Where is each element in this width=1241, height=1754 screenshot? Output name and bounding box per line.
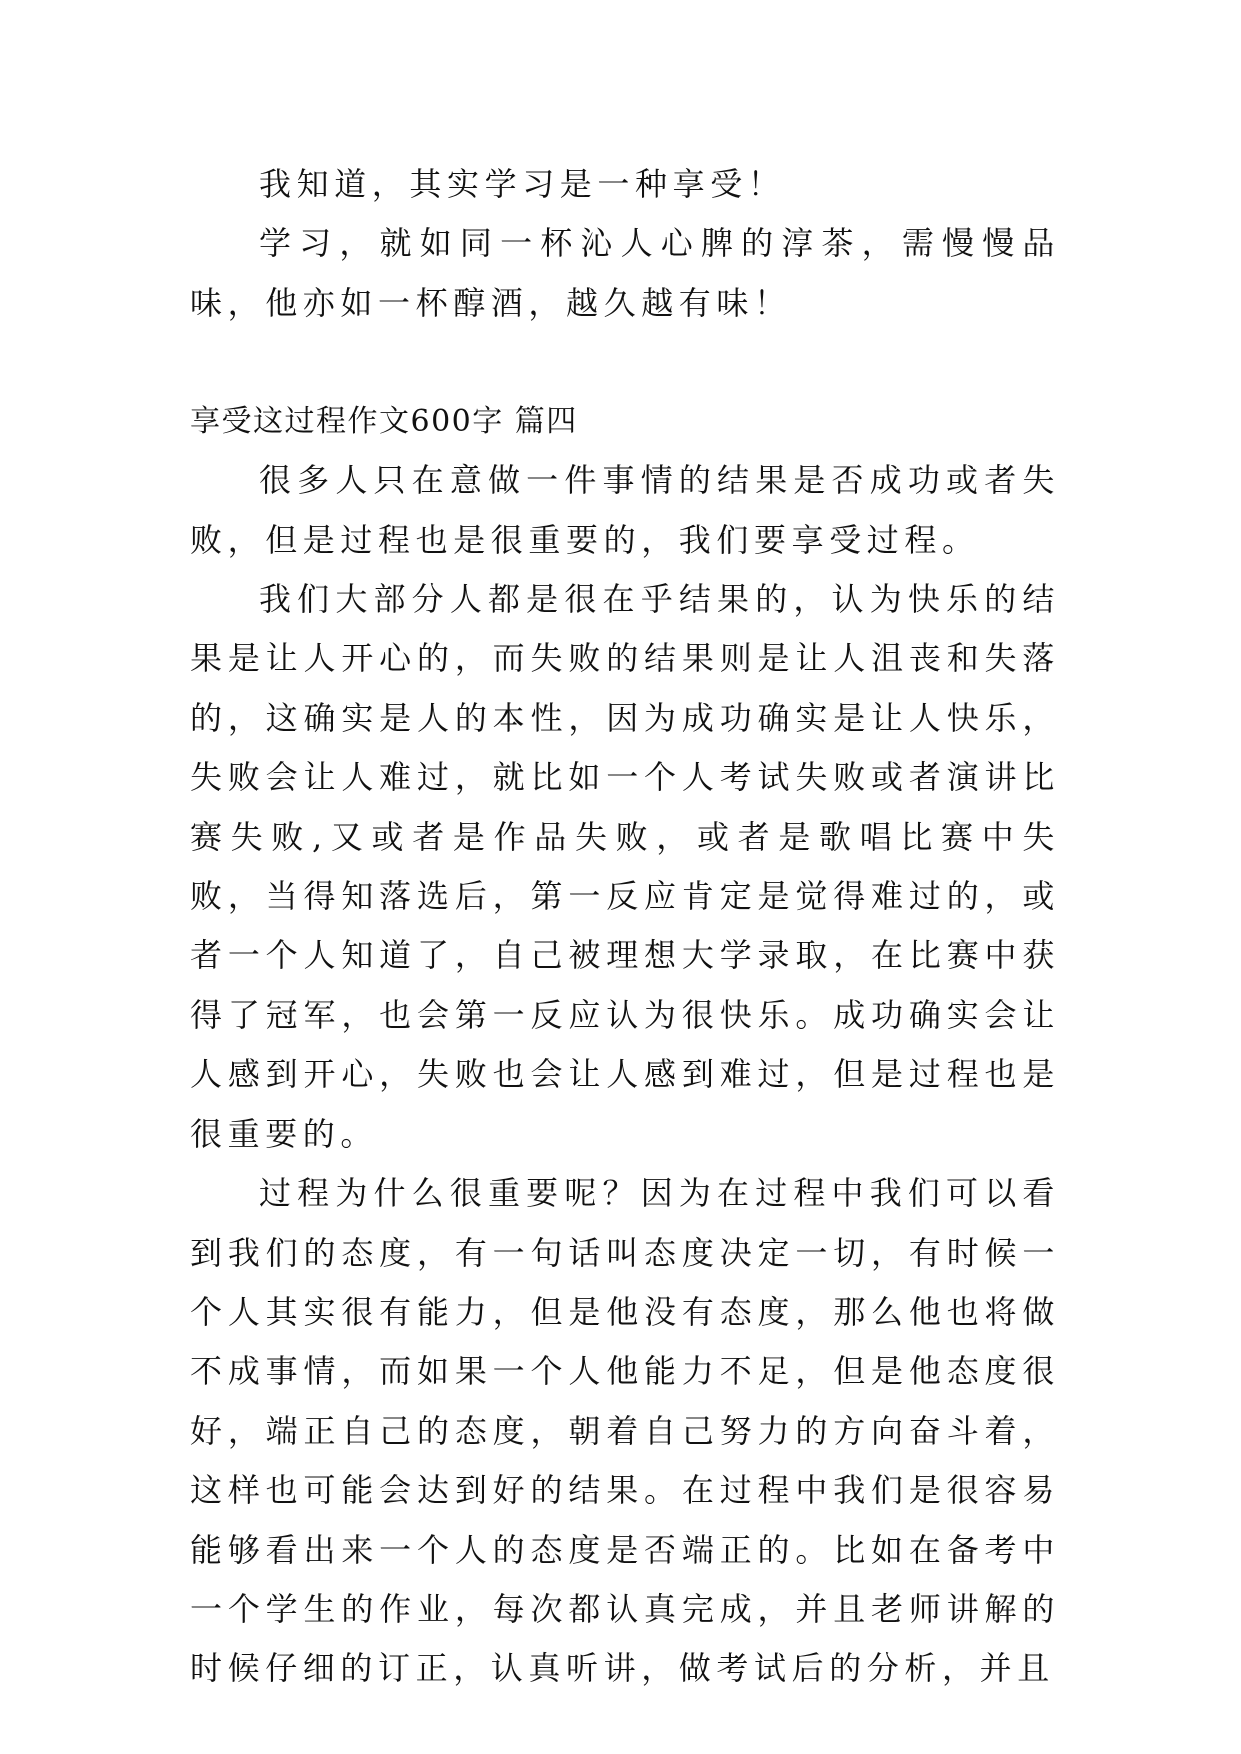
body-paragraph-3: 过程为什么很重要呢？因为在过程中我们可以看到我们的态度，有一句话叫态度决定一切，有时候一个人其实很有能力，但是他没有态度，那么他也将做不成事情，而如果一个人他能力不足，但是他态度很好，端正自己的态度，朝着自己努力的方向奋斗着，这样也可能会达到好的结果。在过程中我们是很容易能够看出来一个人的态度是否端正的。比如在备考中一个学生的作业，每次都认真完成，并且老师讲解的时候仔细的订正，认真听讲，做考试后的分析，并且 [190, 1174, 1060, 1688]
intro-paragraph-1: 我知道，其实学习是一种享受！ [259, 165, 786, 203]
section-spacer [190, 333, 1060, 392]
document-page [190, 155, 1060, 1699]
section-title: 享受这过程作文600字 篇四 [190, 404, 578, 440]
intro-paragraph-2: 学习，就如同一杯沁人心脾的淳茶，需慢慢品味，他亦如一杯醇酒，越久越有味！ [190, 224, 1060, 322]
body-paragraph-2: 我们大部分人都是很在乎结果的，认为快乐的结果是让人开心的，而失败的结果则是让人沮丧和失落的，这确实是人的本性，因为成功确实是让人快乐，失败会让人难过，就比如一个人考试失败或者演讲比赛失败,又或者是作品失败，或者是歌唱比赛中失败，当得知落选后，第一反应肯定是觉得难过的，或者一个人知道了，自己被理想大学录取，在比赛中获得了冠军，也会第一反应认为很快乐。成功确实会让人感到开心，失败也会让人感到难过，但是过程也是很重要的。 [190, 580, 1060, 1153]
body-paragraph-1: 很多人只在意做一件事情的结果是否成功或者失败，但是过程也是很重要的，我们要享受过程。 [190, 461, 1060, 559]
